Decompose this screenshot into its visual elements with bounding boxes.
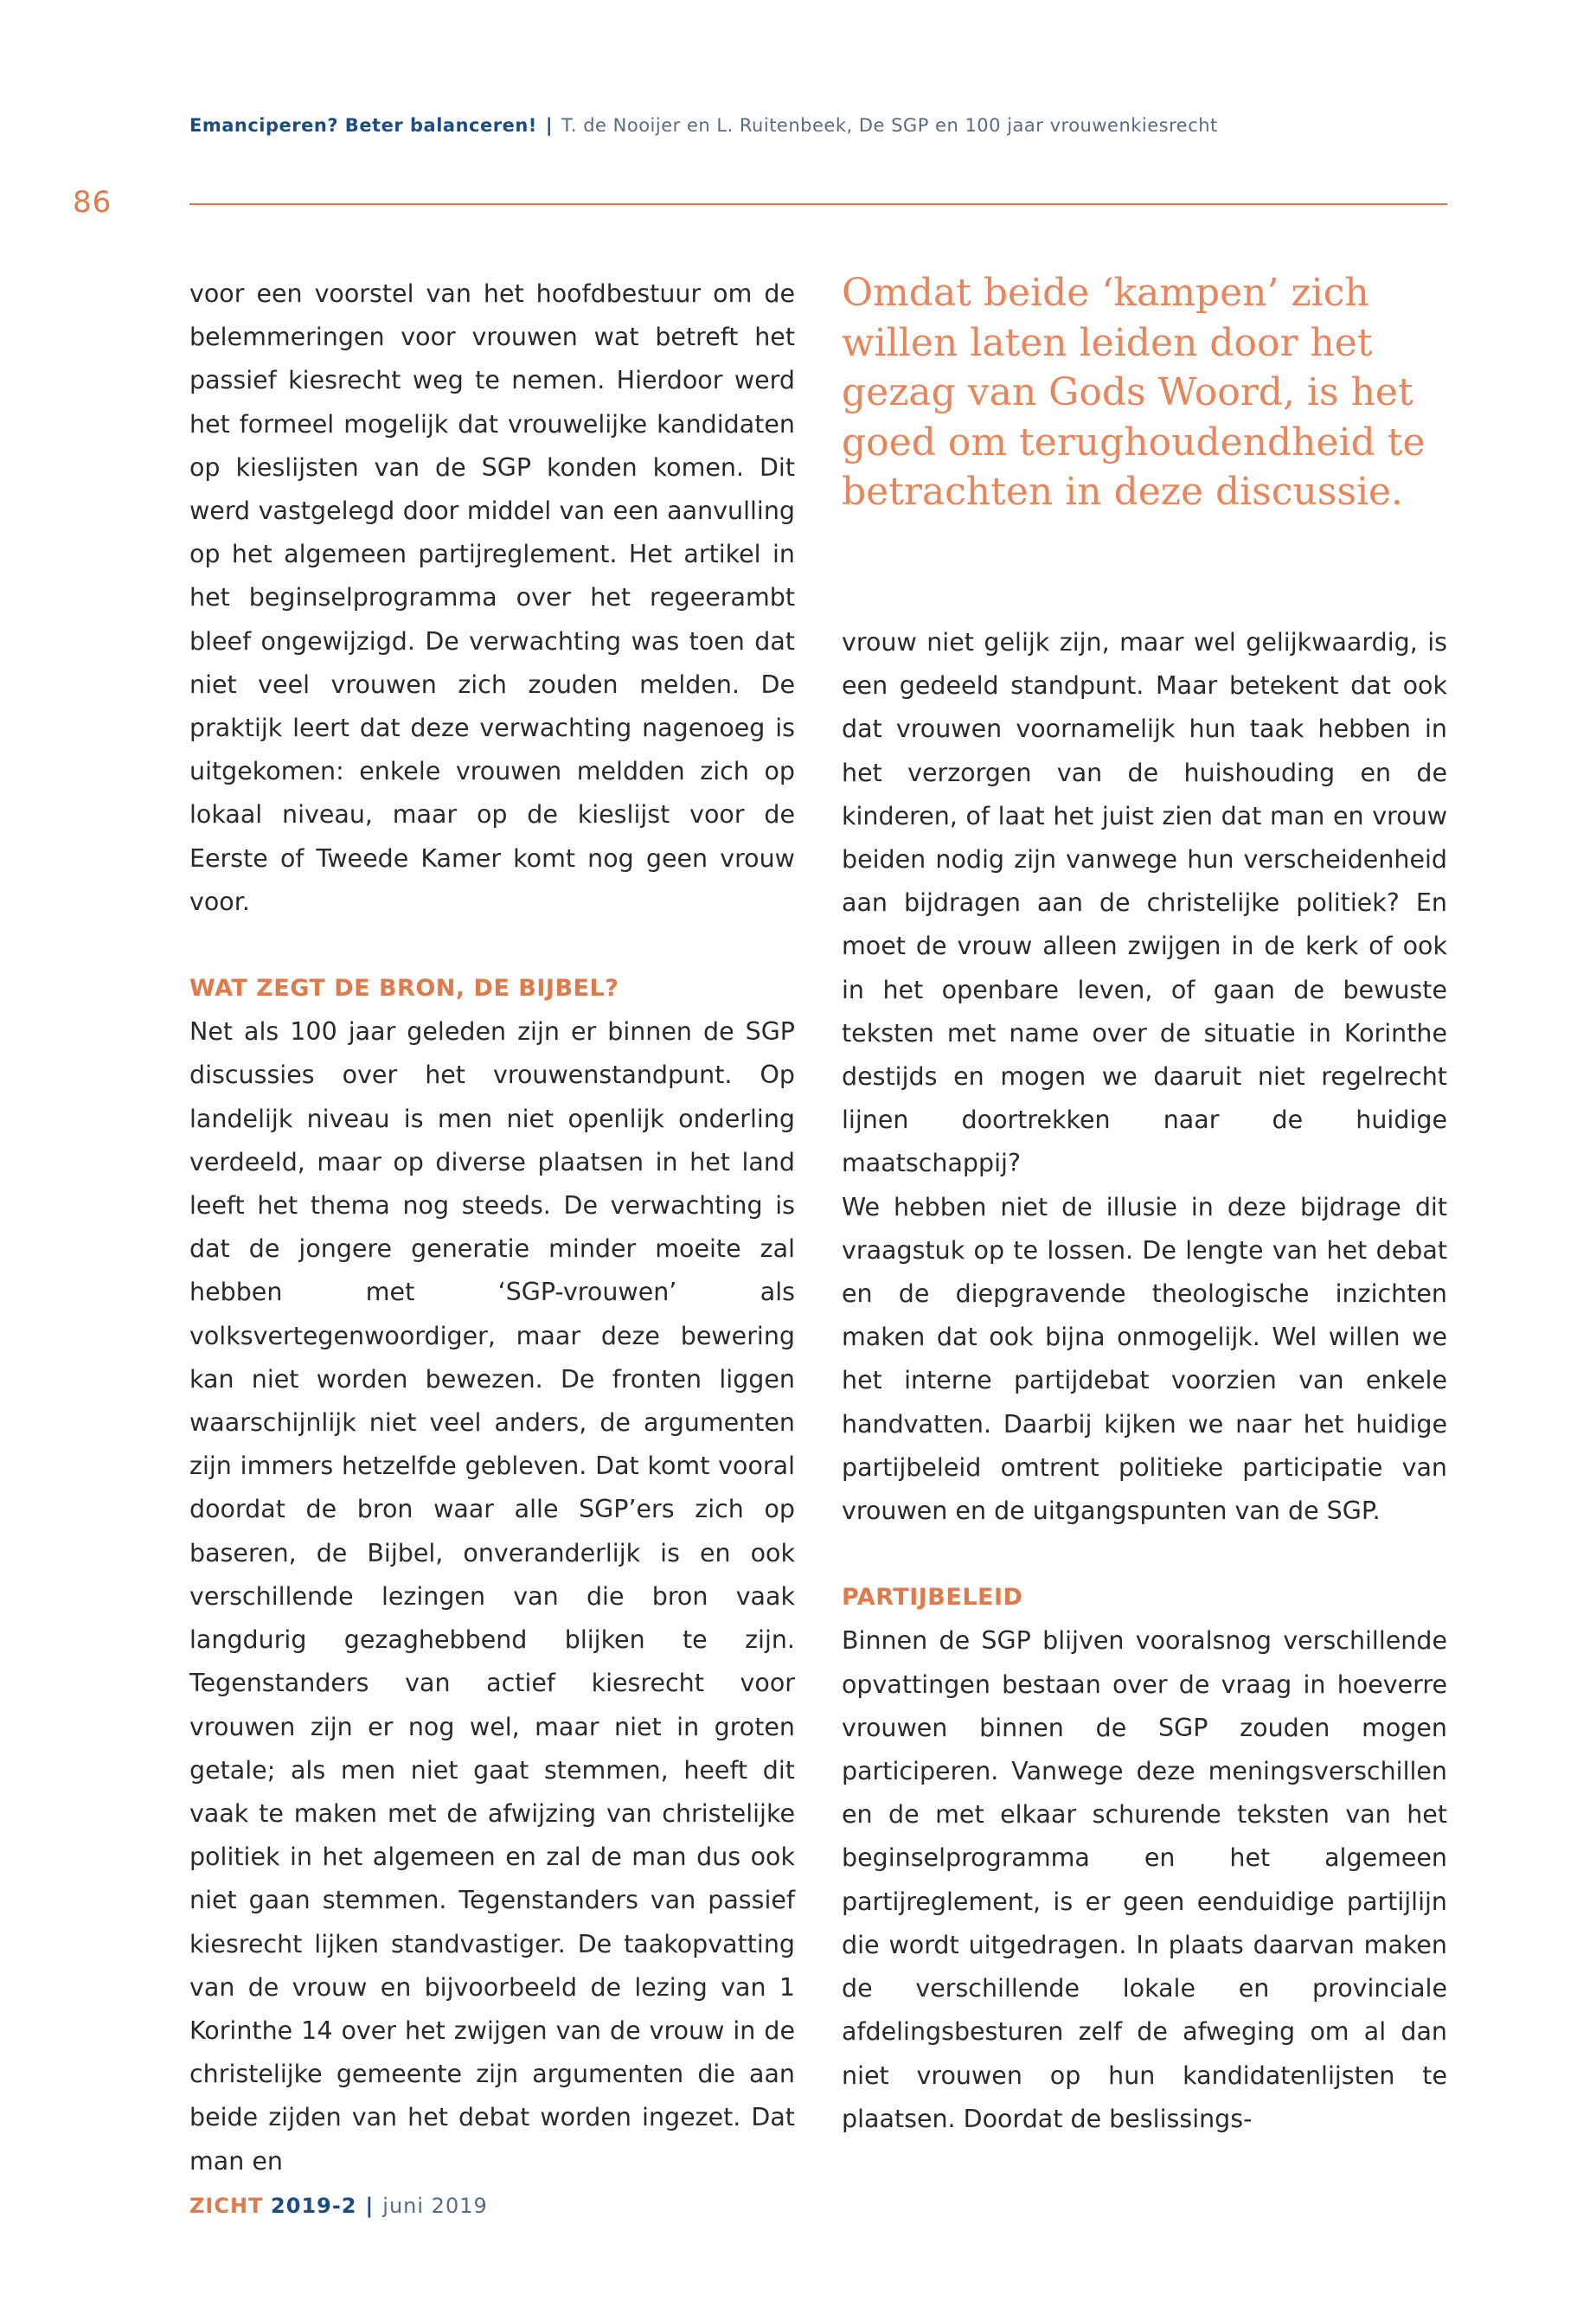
pull-quote: Omdat beide ‘kampen’ zich willen laten leiden door het gezag van Gods Woord, is het goed om terughoudendheid te betrachten in deze discussie. xyxy=(842,271,1426,514)
paragraph-gap xyxy=(189,924,795,967)
header-rule xyxy=(189,203,1447,205)
intro-paragraph: voor een voorstel van het hoofdbestuur om de belemmeringen voor vrouwen wat betreft het passief kiesrecht weg te nemen. Hierdoor werd het formeel mogelijk dat vrouwelijke kandidaten op kieslijsten van de SGP konden komen. Dit werd vastgelegd door middel van een aanvulling op het algemeen partijreglement. Het artikel in het beginselprogramma over het regeerambt bleef ongewijzigd. De verwachting was toen dat niet veel vrouwen zich zouden melden. De praktijk leert dat deze verwachting nagenoeg is uitgekomen: enkele vrouwen meldden zich op lokaal niveau, maar op de kieslijst voor de Eerste of Tweede Kamer komt nog geen vrouw voor. xyxy=(189,279,795,916)
left-column xyxy=(189,272,795,2183)
paragraph-gap xyxy=(842,1533,1447,1576)
footer-separator: | xyxy=(365,2194,375,2218)
section-paragraph-bron: Net als 100 jaar geleden zijn er binnen de SGP discussies over het vrouwenstandpunt. Op landelijk niveau is men niet openlijk onderling verdeeld, maar op diverse plaatsen in het land leeft het thema nog steeds. De verwachting is dat de jongere generatie minder moeite zal hebben met ‘SGP-vrouwen’ als volksvertegenwoordiger, maar deze bewering kan niet worden bewezen. De fronten liggen waarschijnlijk niet veel anders, de argumenten zijn immers hetzelfde gebleven. Dat komt vooral doordat de bron waar alle SGP’ers zich op baseren, de Bijbel, onveranderlijk is en ook verschillende lezingen van die bron vaak langdurig gezaghebbend blijken te zijn. Tegenstanders van actief kiesrecht voor vrouwen zijn er nog wel, maar niet in groten getale; als men niet gaat stemmen, heeft dit vaak te maken met de afwijzing van christelijke politiek in het algemeen en zal de man dus ook niet gaan stemmen. Tegenstanders van passief kiesrecht lijken standvastiger. De taakopvatting van de vrouw en bijvoorbeeld de lezing van 1 Korinthe 14 over het zwijgen van de vrouw in de christelijke gemeente zijn argumenten die aan beide zijden van het debat worden ingezet. Dat man en xyxy=(189,1017,795,2176)
issue-date: juni 2019 xyxy=(382,2194,488,2218)
issue-number: 2019-2 xyxy=(271,2194,357,2218)
section-heading-bron: WAT ZEGT DE BRON, DE BIJBEL? xyxy=(189,975,619,1003)
right-paragraph-1: vrouw niet gelijk zijn, maar wel gelijkwaardig, is een gedeeld standpunt. Maar betekent dat ook dat vrouwen voornamelijk hun taak hebben in het verzorgen van de huishouding en de kinderen, of laat het juist zien dat man en vrouw beiden nodig zijn vanwege hun verscheidenheid aan bijdragen aan de christelijke politiek? En moet de vrouw alleen zwijgen in de kerk of ook in het openbare leven, of gaan de bewuste teksten met name over de situatie in Korinthe destijds en mogen we daaruit niet regelrecht lijnen doortrekken naar de huidige maatschappij? xyxy=(842,628,1447,1178)
article-authors: T. de Nooijer en L. Ruitenbeek, De SGP en 100 jaar vrouwenkiesrecht xyxy=(561,115,1218,136)
page-number: 86 xyxy=(73,185,112,220)
running-header xyxy=(189,115,1452,136)
right-column xyxy=(842,621,1447,2141)
section-heading-partijbeleid: PARTIJBELEID xyxy=(842,1584,1023,1612)
header-separator: | xyxy=(545,115,554,136)
page-footer xyxy=(189,2194,488,2218)
right-paragraph-2: We hebben niet de illusie in deze bijdrage dit vraagstuk op te lossen. De lengte van het debat en de diepgravende theologische inzichten maken dat ook bijna onmogelijk. Wel willen we het interne partijdebat voorzien van enkele handvatten. Daarbij kijken we naar het huidige partijbeleid omtrent politieke participatie van vrouwen en de uitgangspunten van de SGP. xyxy=(842,1192,1447,1526)
section-paragraph-partijbeleid: Binnen de SGP blijven vooralsnog verschillende opvattingen bestaan over de vraag in hoeverre vrouwen binnen de SGP zouden mogen participeren. Vanwege deze meningsverschillen en de met elkaar schurende teksten van het beginselprogramma en het algemeen partijreglement, is er geen eenduidige partijlijn die wordt uitgedragen. In plaats daarvan maken de verschillende lokale en provinciale afdelingsbesturen zelf de afweging om al dan niet vrouwen op hun kandidatenlijsten te plaatsen. Doordat de beslissings- xyxy=(842,1626,1447,2133)
series-title: Emanciperen? Beter balanceren! xyxy=(189,115,537,136)
magazine-name: ZICHT xyxy=(189,2194,264,2218)
